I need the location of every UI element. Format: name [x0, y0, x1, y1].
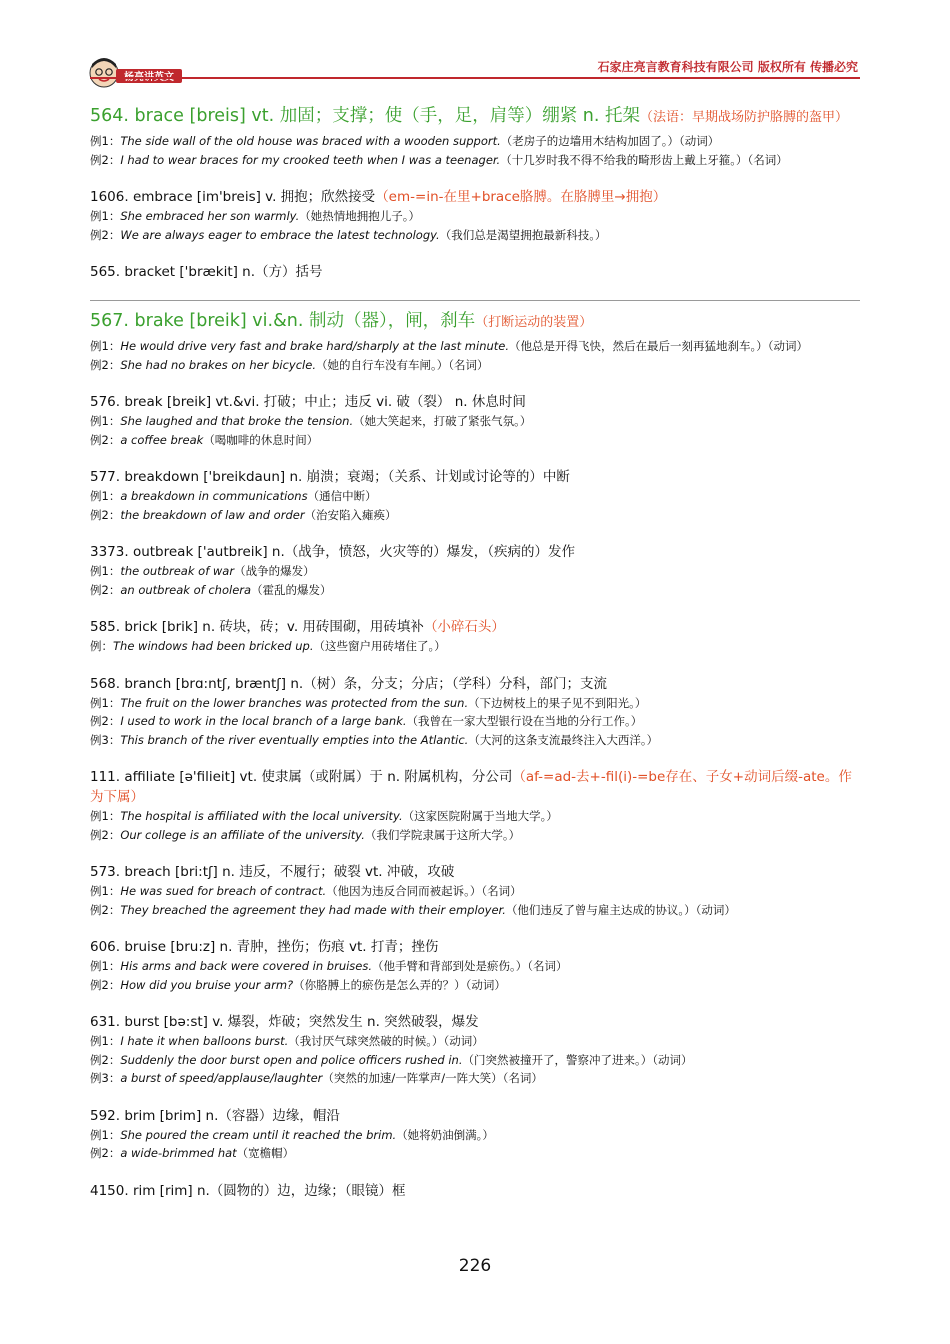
- entry-bruise: [90, 937, 860, 994]
- entry-outbreak: [90, 542, 860, 599]
- entry-heading: 576. break [breik] vt.&vi. 打破；中止；违反 vi. 破（裂） n. 休息时间: [90, 394, 526, 410]
- entry-brace: [90, 102, 860, 169]
- example-line: 例1：The fruit on the lower branches was protected from the sun.（下边树枝上的果子见不到阳光。）: [90, 695, 647, 710]
- vocabulary-list: [90, 102, 860, 1219]
- entry-brim: [90, 1106, 860, 1163]
- example-line: 例2：How did you bruise your arm?（你胳膊上的瘀伤是怎么弄的？）（动词）: [90, 977, 506, 992]
- entry-heading: 573. breach [bri:tʃ] n. 违反，不履行；破裂 vt. 冲破，攻破: [90, 864, 455, 880]
- example-line: 例1：a breakdown in communications（通信中断）: [90, 489, 377, 503]
- entry-embrace: [90, 187, 860, 244]
- example-line: 例3：a burst of speed/applause/laughter（突然的加速/一阵掌声/一阵大笑）（名词）: [90, 1071, 543, 1085]
- entry-heading: 564. brace [breis] vt. 加固；支撑；使（手，足，肩等）绷紧 n. 托架（法语：早期战场防护胳膊的盔甲）: [90, 106, 849, 126]
- entry-heading: 111. affiliate [ə'filieit] vt. 使隶属（或附属）于 n. 附属机构，分公司（af-=ad-去+-fil(i)-=be存在、子女+动词后缀-ate。作为下属）: [90, 769, 852, 805]
- entry-brick: [90, 617, 860, 656]
- example-line: 例3：This branch of the river eventually empties into the Atlantic.（大河的这条支流最终注入大西洋。）: [90, 732, 659, 747]
- entry-heading: 3373. outbreak ['autbreik] n.（战争，愤怒，火灾等的）爆发，（疾病的）发作: [90, 544, 576, 560]
- example-line: 例1：the outbreak of war（战争的爆发）: [90, 564, 315, 578]
- example-line: 例2：They breached the agreement they had made with their employer.（他们违反了曾与雇主达成的协议。）（动词）: [90, 902, 736, 917]
- entry-brake: [90, 307, 860, 374]
- entry-break: [90, 392, 860, 449]
- entry-rim: [90, 1181, 860, 1201]
- example-line: 例1：He would drive very fast and brake hard/sharply at the last minute.（他总是开得飞快，然后在最后一刻再猛地刹车。）（动词）: [90, 339, 809, 353]
- example-line: 例2：an outbreak of cholera（霍乱的爆发）: [90, 582, 332, 597]
- entry-breach: [90, 862, 860, 919]
- page-number: 226: [458, 1256, 492, 1276]
- entry-heading: 568. branch [brɑ:ntʃ, bræntʃ] n.（树）条，分支；分店；（学科）分科，部门；支流: [90, 675, 607, 692]
- example-line: 例2：a coffee break（喝咖啡的休息时间）: [90, 432, 319, 447]
- entry-burst: [90, 1012, 860, 1088]
- example-line: 例2：the breakdown of law and order（治安陷入瘫痪）: [90, 507, 397, 522]
- entry-heading: 567. brake [breik] vi.&n. 制动（器），闸，刹车（打断运动的装置）: [90, 311, 593, 331]
- entry-heading: 606. bruise [bru:z] n. 青肿，挫伤；伤痕 vt. 打青；挫伤: [90, 939, 439, 955]
- example-line: 例1：She laughed and that broke the tension.（她大笑起来，打破了紧张气氛。）: [90, 414, 532, 428]
- example-line: 例1：His arms and back were covered in bruises.（他手臂和背部到处是瘀伤。）（名词）: [90, 959, 568, 973]
- entry-heading: 577. breakdown ['breikdaun] n. 崩溃；衰竭；（关系、计划或讨论等的）中断: [90, 469, 570, 485]
- example-line: 例2：Our college is an affiliate of the university.（我们学院隶属于这所大学。）: [90, 827, 521, 842]
- entry-heading: 585. brick [brik] n. 砖块，砖；v. 用砖围砌，用砖填补（小碎石头）: [90, 619, 505, 635]
- example-line: 例1：She embraced her son warmly.（她热情地拥抱儿子。）: [90, 209, 420, 223]
- header-divider: [90, 77, 860, 79]
- example-line: 例1：The side wall of the old house was braced with a wooden support.（老房子的边墙用木结构加固了。）（动词）: [90, 134, 720, 148]
- section-divider: [90, 300, 860, 301]
- example-line: 例1：I hate it when balloons burst.（我讨厌气球突然破的时候。）（动词）: [90, 1034, 484, 1048]
- example-line: 例1：The hospital is affiliated with the local university.（这家医院附属于当地大学。）: [90, 809, 558, 823]
- example-line: 例2：Suddenly the door burst open and police officers rushed in.（门突然被撞开了，警察冲了进来。）（动词）: [90, 1052, 693, 1067]
- example-line: 例1：She poured the cream until it reached the brim.（她将奶油倒满。）: [90, 1127, 494, 1142]
- brand-logo: [88, 52, 188, 94]
- example-line: 例：The windows had been bricked up.（这些窗户用砖堵住了。）: [90, 639, 446, 653]
- entry-heading: 4150. rim [rim] n.（圆物的）边，边缘；（眼镜）框: [90, 1182, 406, 1199]
- entry-affiliate: [90, 767, 860, 844]
- entry-heading: 592. brim [brim] n.（容器）边缘，帽沿: [90, 1107, 340, 1124]
- copyright-notice: 石家庄亮言教育科技有限公司 版权所有 传播必究: [597, 60, 858, 74]
- example-line: 例2：I used to work in the local branch of a large bank.（我曾在一家大型银行设在当地的分行工作。）: [90, 714, 643, 728]
- entry-heading: 1606. embrace [im'breis] v. 拥抱；欣然接受（em-=in-在里+brace胳膊。在胳膊里→拥抱）: [90, 189, 667, 205]
- example-line: 例1：He was sued for breach of contract.（他因为违反合同而被起诉。）（名词）: [90, 884, 522, 898]
- entry-branch: [90, 674, 860, 750]
- entry-bracket: [90, 262, 860, 282]
- entry-breakdown: [90, 467, 860, 524]
- entry-heading: 631. burst [bə:st] v. 爆裂，炸破；突然发生 n. 突然破裂，爆发: [90, 1014, 479, 1030]
- example-line: 例2：We are always eager to embrace the latest technology.（我们总是渴望拥抱最新科技。）: [90, 227, 607, 242]
- example-line: 例2：She had no brakes on her bicycle.（她的自行车没有车闸。）（名词）: [90, 357, 489, 372]
- entry-heading: 565. bracket ['brækit] n.（方）括号: [90, 264, 323, 280]
- example-line: 例2：a wide-brimmed hat（宽檐帽）: [90, 1146, 295, 1160]
- example-line: 例2：I had to wear braces for my crooked teeth when I was a teenager.（十几岁时我不得不给我的畸形齿上戴上牙箍。）（名词）: [90, 152, 788, 167]
